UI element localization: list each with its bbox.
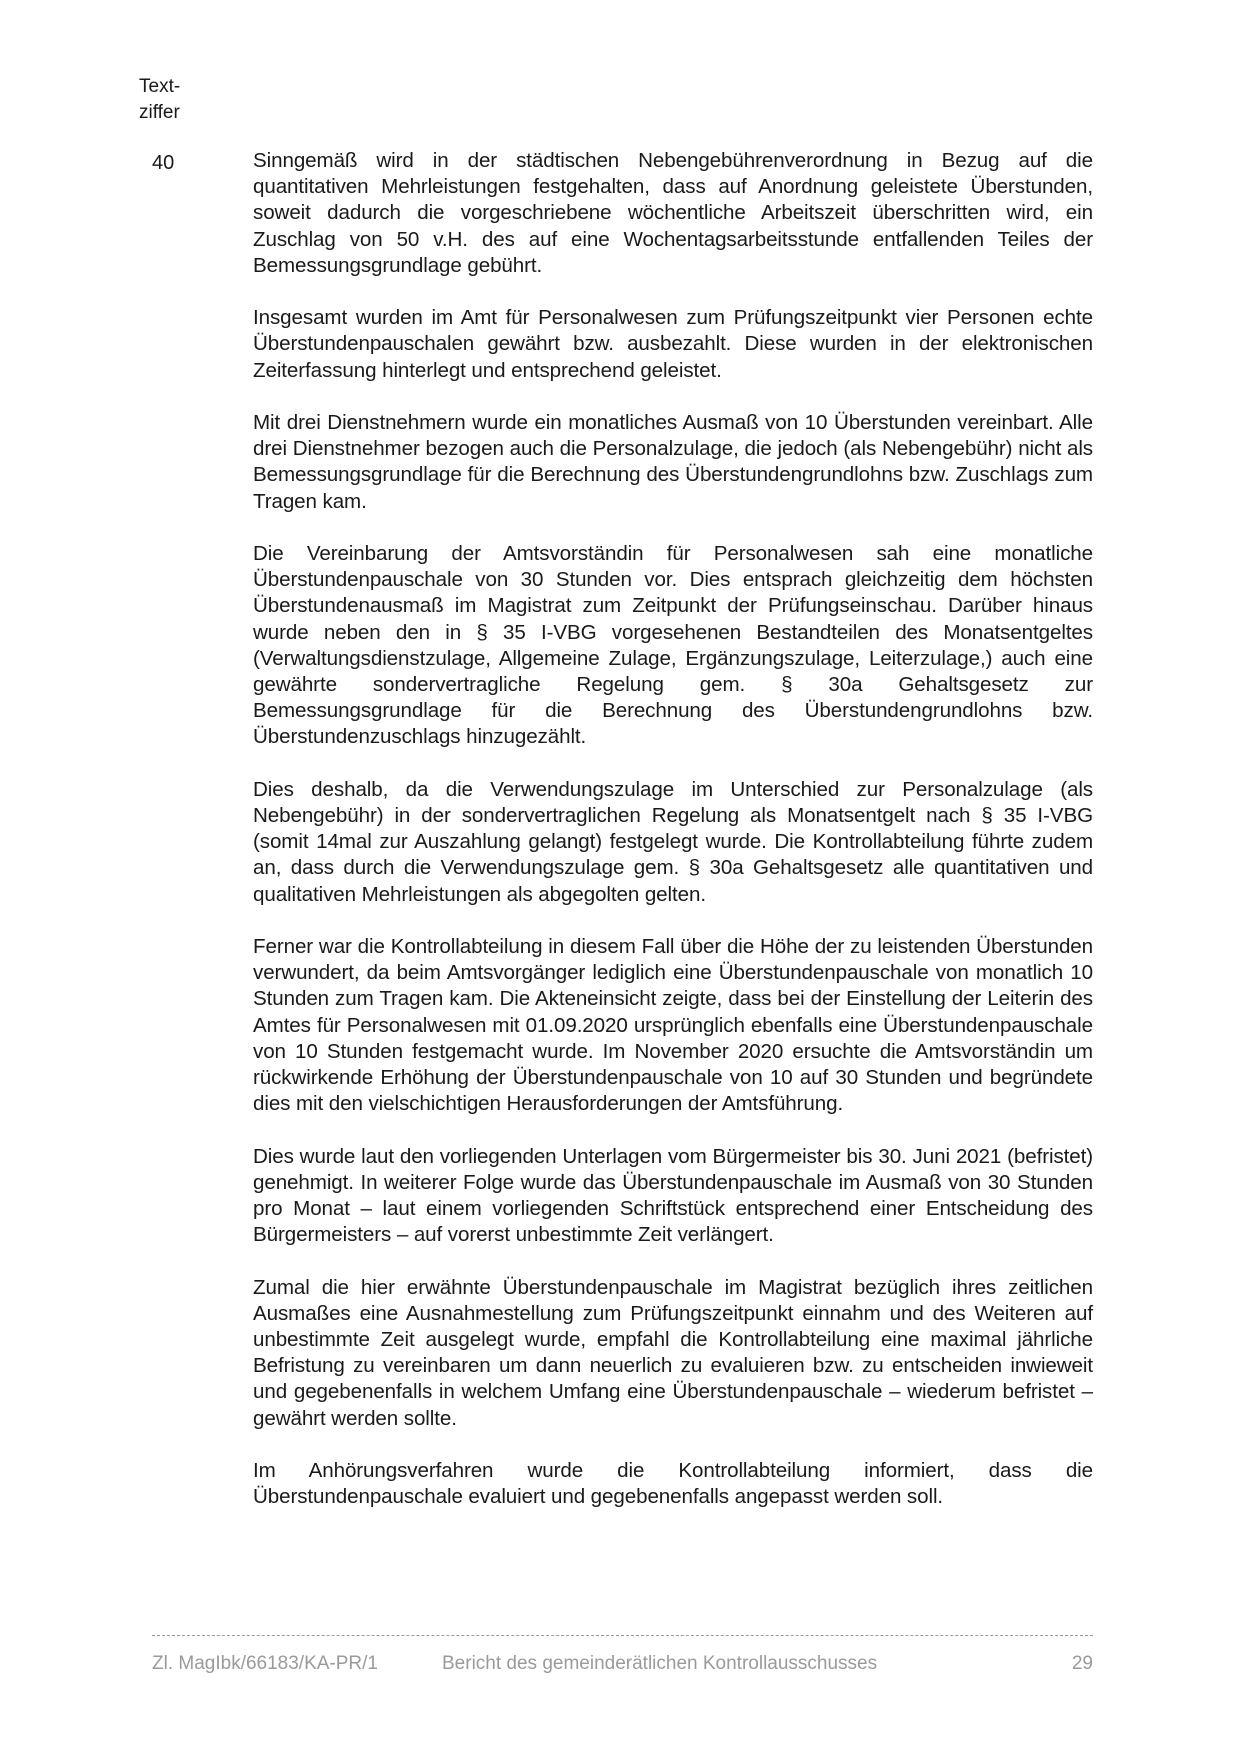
- paragraph-1: Sinngemäß wird in der städtischen Nebengebührenverordnung in Bezug auf die quantitativen Mehrleistungen festgehalten, dass auf Anordnung geleistete Überstunden, soweit dadurch die vorgeschriebene wöchentliche Arbeitszeit überschritten wird, ein Zuschlag von 50 v.H. des auf eine Wochentagsarbeitsstunde entfallenden Teiles der Bemessungsgrundlage gebührt.: [253, 149, 1093, 277]
- paragraph-9: Im Anhörungsverfahren wurde die Kontrollabteilung informiert, dass die Überstundenpauschale evaluiert und gegebenenfalls angepasst werden soll.: [253, 1459, 1093, 1509]
- paragraph-2: Insgesamt wurden im Amt für Personalwesen zum Prüfungszeitpunkt vier Personen echte Überstundenpauschalen gewährt bzw. ausbezahlt. Diese wurden in der elektronischen Zeiterfassung hinterlegt und entsprechend geleistet.: [253, 306, 1093, 382]
- paragraph-7: Dies wurde laut den vorliegenden Unterlagen vom Bürgermeister bis 30. Juni 2021 (befristet) genehmigt. In weiterer Folge wurde das Überstundenpauschale im Ausmaß von 30 Stunden pro Monat – laut einem vorliegenden Schriftstück entsprechend einer Entscheidung des Bürgermeisters – auf vorerst unbestimmte Zeit verlängert.: [253, 1144, 1093, 1247]
- paragraph-6: Ferner war die Kontrollabteilung in diesem Fall über die Höhe der zu leistenden Überstunden verwundert, da beim Amtsvorgänger lediglich eine Überstundenpauschale von monatlich 10 Stunden zum Tragen kam. Die Akteneinsicht zeigte, dass bei der Einstellung der Leiterin des Amtes für Personalwesen mit 01.09.2020 ursprünglich ebenfalls eine Überstundenpauschale von 10 Stunden festgemacht wurde. Im November 2020 ersuchte die Amtsvorständin um rückwirkende Erhöhung der Überstundenpauschale von 10 auf 30 Stunden und begründete dies mit den vielschichtigen Herausforderungen der Amtsführung.: [253, 935, 1093, 1116]
- textziffer-number: 40: [152, 152, 175, 174]
- footer-reference: Zl. MagIbk/66183/KA-PR/1: [152, 1653, 378, 1674]
- page-number: 29: [1071, 1653, 1093, 1674]
- textziffer-heading-line2: ziffer: [139, 102, 180, 123]
- paragraph-8: Zumal die hier erwähnte Überstundenpauschale im Magistrat bezüglich ihres zeitlichen Ausmaßes eine Ausnahmestellung zum Prüfungszeitpunkt einnahm und des Weiteren auf unbestimmte Zeit ausgelegt wurde, empfahl die Kontrollabteilung eine maximal jährliche Befristung zu vereinbaren um dann neuerlich zu evaluieren bzw. zu entscheiden inwieweit und gegebenenfalls in welchem Umfang eine Überstundenpauschale – wiederum befristet – gewährt werden sollte.: [253, 1275, 1093, 1430]
- textziffer-heading: [139, 74, 180, 126]
- paragraph-5: Dies deshalb, da die Verwendungszulage im Unterschied zur Personalzulage (als Nebengebühr) in der sondervertraglichen Regelung als Monatsentgelt nach § 35 I-VBG (somit 14mal zur Auszahlung gelangt) festgelegt wurde. Die Kontrollabteilung führte zudem an, dass durch die Verwendungszulage gem. § 30a Gehaltsgesetz alle quantitativen und qualitativen Mehrleistungen als abgegolten gelten.: [253, 777, 1093, 906]
- paragraph-4: Die Vereinbarung der Amtsvorständin für Personalwesen sah eine monatliche Überstundenpauschale von 30 Stunden vor. Dies entsprach gleichzeitig dem höchsten Überstundenausmaß im Magistrat zum Zeitpunkt der Prüfungseinschau. Darüber hinaus wurde neben den in § 35 I-VBG vorgesehenen Bestandteilen des Monatsentgeltes (Verwaltungsdienstzulage, Allgemeine Zulage, Ergänzungszulage, Leiterzulage,) auch eine gewährte sondervertragliche Regelung gem. § 30a Gehaltsgesetz zur Bemessungsgrundlage für die Berechnung des Überstundengrundlohns bzw. Überstundenzuschlags hinzugezählt.: [253, 542, 1093, 749]
- footer-divider: [152, 1635, 1093, 1636]
- body-text: [253, 148, 1093, 1537]
- paragraph-3: Mit drei Dienstnehmern wurde ein monatliches Ausmaß von 10 Überstunden vereinbart. Alle drei Dienstnehmer bezogen auch die Personalzulage, die jedoch (als Nebengebühr) nicht als Bemessungsgrundlage für die Berechnung des Überstundengrundlohns bzw. Zuschlags zum Tragen kam.: [253, 411, 1093, 513]
- textziffer-heading-line1: Text-: [139, 76, 181, 97]
- footer-title: Bericht des gemeinderätlichen Kontrollausschusses: [442, 1653, 878, 1674]
